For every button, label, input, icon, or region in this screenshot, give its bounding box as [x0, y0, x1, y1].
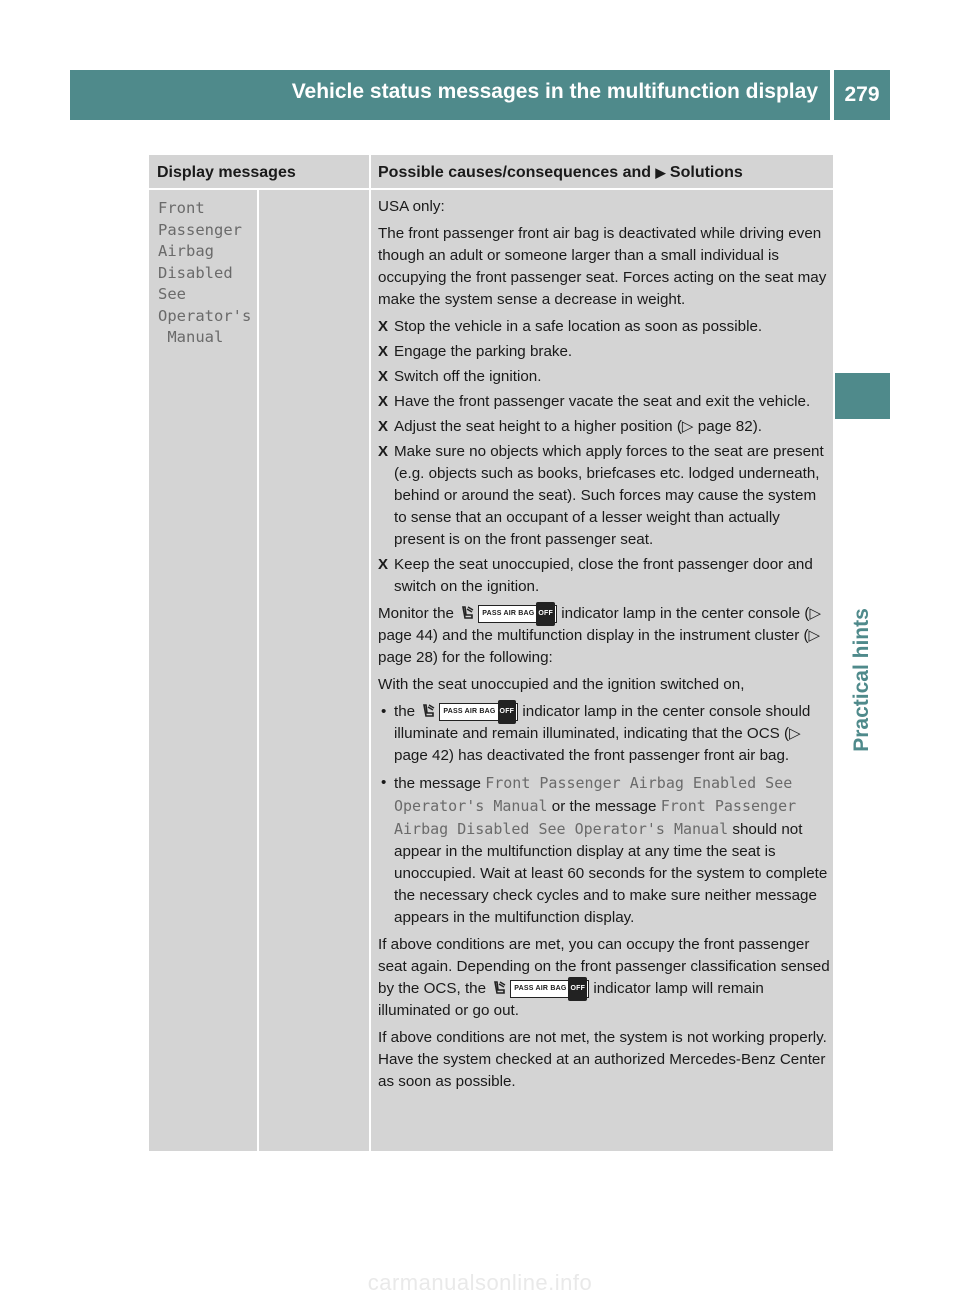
step-text: Make sure no objects which apply forces to the seat are present (e.g. objects such as books, briefcases etc. lodged underneath, behind or around the seat). Such forces may cause the system to sense that an occupant of a lesser weight than actually present is on the front passenger seat.: [394, 443, 824, 548]
with-seat-text: With the seat unoccupied and the ignition switched on,: [378, 676, 745, 693]
pass-air-bag-off-icon: [478, 605, 557, 623]
step-item: [378, 316, 830, 338]
pass-air-bag-off-icon: [439, 703, 518, 721]
seat-airbag-icon: [490, 980, 508, 998]
intro-label: USA only:: [378, 198, 445, 215]
display-message-text: Front Passenger Airbag Disabled See Operator's Manual: [158, 199, 252, 346]
bullet2-text-b: or the message: [551, 798, 657, 815]
causes-header-prefix: Possible causes/consequences and: [378, 164, 652, 181]
seat-airbag-icon: [458, 605, 476, 623]
list-item: [378, 701, 830, 767]
step-item: [378, 416, 830, 438]
seat-airbag-icon: [419, 703, 437, 721]
table-column-2: [259, 190, 369, 1151]
step-marker-icon: X: [378, 418, 389, 435]
step-text: Stop the vehicle in a safe location as soon as possible.: [394, 318, 763, 335]
step-marker-icon: X: [378, 318, 389, 335]
arrow-right-icon: ▶: [655, 165, 666, 180]
step-marker-icon: X: [378, 556, 389, 573]
pass-air-bag-label: PASS AIR BAG: [514, 984, 567, 992]
side-tab-marker: [835, 373, 890, 419]
step-text: Have the front passenger vacate the seat and exit the vehicle.: [394, 393, 811, 410]
monitor-suffix: indicator lamp in the center console (▷ page 44) and the multifunction display in the instrument cluster (▷ page 28) for the following:: [378, 605, 822, 666]
step-marker-icon: X: [378, 393, 389, 410]
off-label: OFF: [568, 977, 587, 1001]
monitor-paragraph: [378, 603, 830, 669]
step-marker-icon: X: [378, 443, 389, 460]
bullet-icon: •: [381, 703, 387, 720]
bullet-icon: •: [381, 774, 387, 791]
bullet1-prefix: the: [394, 703, 416, 720]
watermark: carmanualsonline.info: [367, 1270, 593, 1295]
step-marker-icon: X: [378, 343, 389, 360]
list-item: [378, 772, 830, 929]
solutions-content: [378, 196, 830, 1098]
intro-text: The front passenger front air bag is deactivated while driving even though an adult or someone larger than a small individual is occupying the front passenger seat. Forces acting on the seat may make the system sense a decrease in weight.: [378, 225, 827, 308]
if-met-suffix: indicator lamp will remain illuminated or go out.: [378, 980, 764, 1019]
step-item: [378, 554, 830, 598]
off-label: OFF: [536, 602, 555, 626]
causes-header-suffix: Solutions: [669, 164, 743, 181]
step-item: [378, 441, 830, 551]
header-bar: [70, 70, 830, 120]
step-item: [378, 341, 830, 363]
pass-air-bag-label: PASS AIR BAG: [443, 707, 496, 715]
step-text: Engage the parking brake.: [394, 343, 573, 360]
step-text: Keep the seat unoccupied, close the front passenger door and switch on the ignition.: [394, 556, 813, 595]
message-enabled-text: Front Passenger Airbag Enabled See Operator's Manual: [394, 774, 793, 815]
side-tab-label: Practical hints: [850, 608, 873, 752]
bullet1-suffix: indicator lamp in the center console should illuminate and remain illuminated, indicating that the OCS (▷ page 42) has deactivated the front passenger front air bag.: [394, 703, 811, 764]
step-text: Adjust the seat height to a higher position (▷ page 82).: [394, 418, 762, 435]
header-title: Vehicle status messages in the multifunction display: [291, 80, 818, 103]
step-item: [378, 366, 830, 388]
page-header: [70, 70, 890, 120]
bullet2-text-a: the message: [394, 775, 481, 792]
pass-air-bag-label: PASS AIR BAG: [482, 609, 535, 617]
step-marker-icon: X: [378, 368, 389, 385]
off-label: OFF: [498, 700, 517, 724]
pass-air-bag-off-icon: [510, 980, 589, 998]
step-item: [378, 391, 830, 413]
step-text: Switch off the ignition.: [394, 368, 542, 385]
if-not-met-paragraph: If above conditions are not met, the system is not working properly. Have the system checked at an authorized Mercedes-Benz Center as soon as possible.: [378, 1029, 827, 1090]
column-header-causes: [371, 155, 833, 188]
monitor-prefix: Monitor the: [378, 605, 454, 622]
message-disabled-text: Front Passenger Airbag Disabled See Operator's Manual: [394, 797, 797, 838]
page-number: 279: [834, 70, 890, 120]
if-met-prefix: If above conditions are met, you can occupy the front passenger seat again. Depending on the front passenger classification sensed by the OCS, the: [378, 936, 830, 997]
column-header-display-messages: Display messages: [149, 155, 369, 188]
if-met-paragraph: [378, 934, 830, 1022]
bullet2-text-c: should not appear in the multifunction display at any time the seat is unoccupied. Wait at least 60 seconds for the system to complete the necessary check cycles and to make sure neither message appears in the multifunction display.: [394, 821, 828, 926]
